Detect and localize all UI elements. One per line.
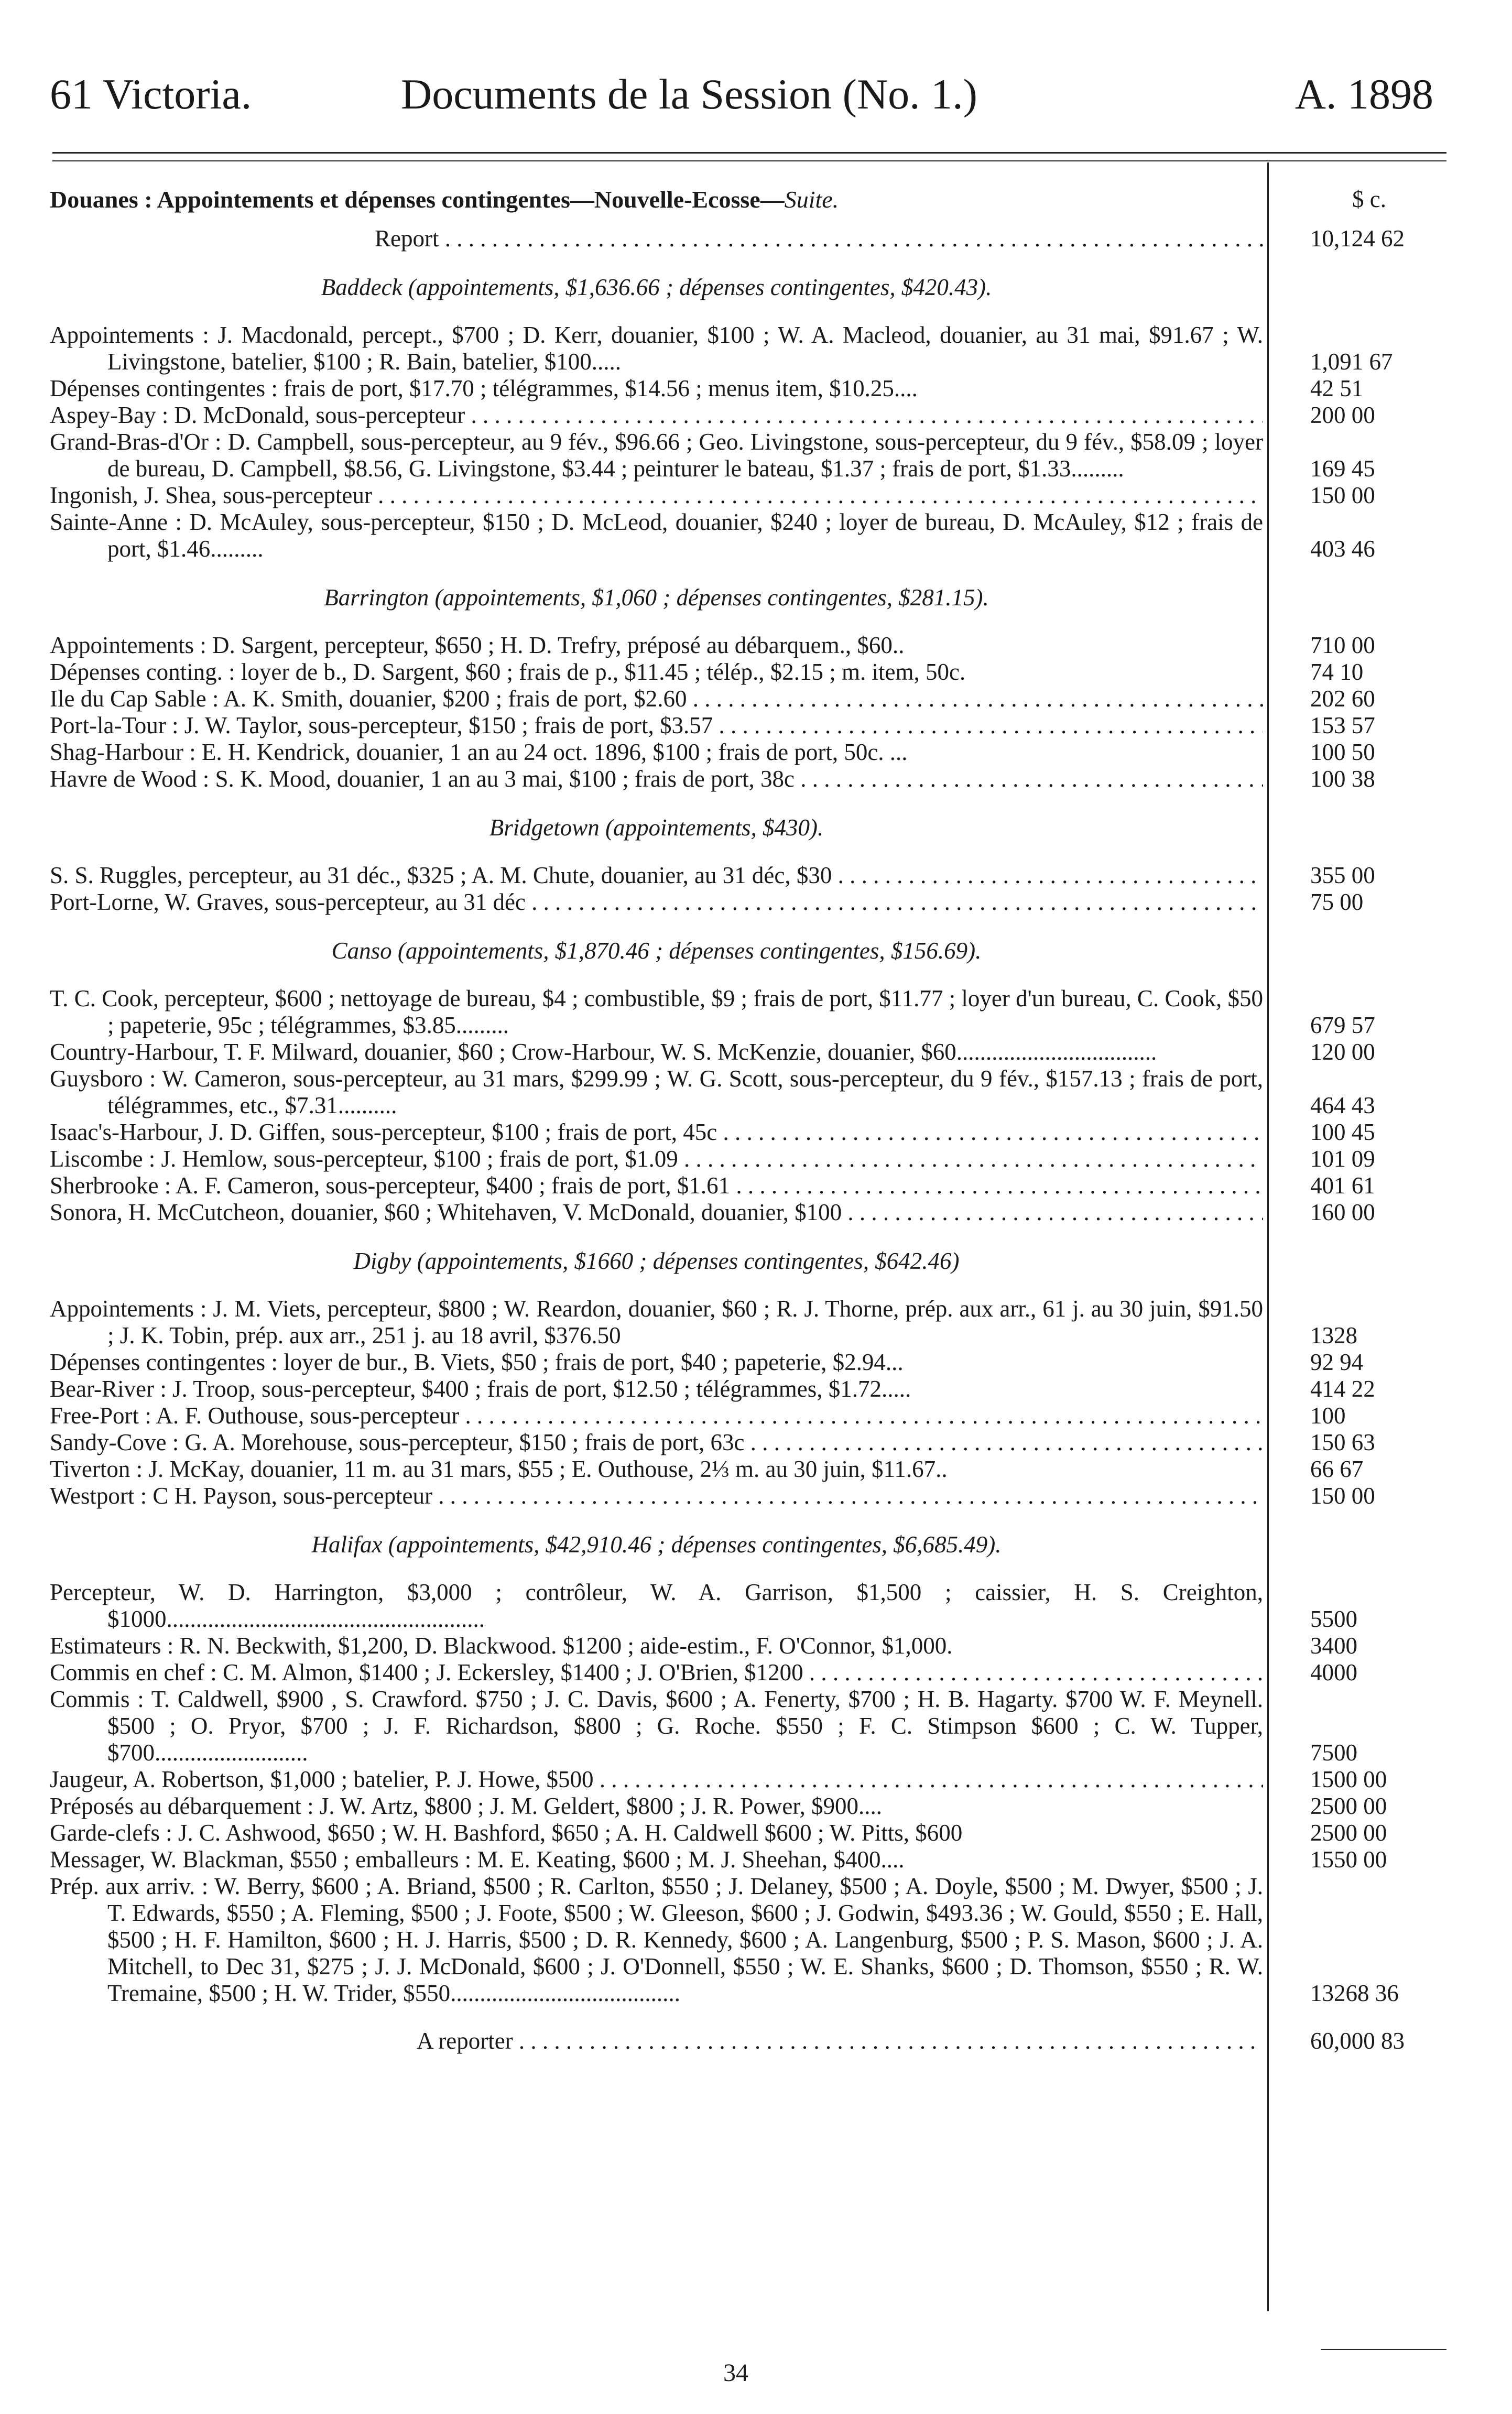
entry-text: Port-Lorne, W. Graves, sous-percepteur, au 31 déc . . . — [50, 889, 1263, 916]
entry-text: Free-Port : A. F. Outhouse, sous-percepteur . . . — [50, 1402, 1263, 1429]
entry-amount: 403 46 — [1310, 536, 1375, 562]
entry-text: Appointements : J. M. Viets, percepteur, $800 ; W. Reardon, douanier, $60 ; R. J. Thorne, prép. aux arr., 61 j. au 30 juin, $91.50 ; J. K. Tobin, prép. aux arr., 251 j. au 18 avril, $376.50 — [50, 1296, 1263, 1349]
entry-text: Country-Harbour, T. F. Milward, douanier, $60 ; Crow-Harbour, W. S. McKenzie, douanier, $60.................................. — [50, 1039, 1157, 1065]
entry-amount: 100 38 — [1310, 766, 1375, 792]
entry-text: Sandy-Cove : G. A. Morehouse, sous-percepteur, $150 ; frais de port, 63c . . . — [50, 1429, 1263, 1456]
entry-row — [50, 482, 1457, 509]
entry-text: Prép. aux arriv. : W. Berry, $600 ; A. Briand, $500 ; R. Carlton, $550 ; J. Delaney, $500 ; A. Doyle, $500 ; M. Dwyer, $500 ; J. T. Edwards, $550 ; A. Fleming, $500 ; J. Foote, $500 ; W. Gleeson, $600 ; J. Godwin, $493.36 ; W. Gould, $550 ; E. Hall, $500 ; H. F. Hamilton, $600 ; H. J. Harris, $500 ; D. R. Kennedy, $600 ; A. Langenburg, $500 ; P. S. Mason, $600 ; J. A. Mitchell, to Dec 31, $275 ; J. J. McDonald, $600 ; J. O'Donnell, $550 ; W. E. Shanks, $600 ; D. Thomson, $550 ; R. W. Tremaine, $500 ; H. W. Trider, $550....................................... — [50, 1873, 1263, 2006]
entry-text: Bear-River : J. Troop, sous-percepteur, $400 ; frais de port, $12.50 ; télégrammes, $1.72..... — [50, 1376, 911, 1402]
entry-amount: 2500 00 — [1310, 1820, 1387, 1846]
header-rule — [52, 152, 1446, 154]
entry-row — [50, 375, 1457, 402]
entry-row — [50, 766, 1457, 792]
section-title-text: Douanes : Appointements et dépenses contingentes—Nouvelle-Ecosse— — [50, 186, 785, 213]
entry-text: Commis en chef : C. M. Almon, $1400 ; J. Eckersley, $1400 ; J. O'Brien, $1200 . . . — [50, 1659, 1263, 1686]
entry-text: Havre de Wood : S. K. Mood, douanier, 1 an au 3 mai, $100 ; frais de port, 38c . . . — [50, 766, 1263, 792]
entry-row — [50, 1296, 1457, 1349]
entry-text: Dépenses contingentes : frais de port, $17.70 ; télégrammes, $14.56 ; menus item, $10.25.... — [50, 375, 918, 401]
entry-row — [50, 889, 1457, 916]
entry-text: Sonora, H. McCutcheon, douanier, $60 ; Whitehaven, V. McDonald, douanier, $100 . . . — [50, 1199, 1263, 1226]
currency-header: $ c. — [1352, 186, 1386, 212]
entry-row — [50, 659, 1457, 686]
entry-text: Shag-Harbour : E. H. Kendrick, douanier, 1 an au 24 oct. 1896, $100 ; frais de port, 50c. ... — [50, 739, 908, 765]
entry-row — [50, 1873, 1457, 2007]
group-heading: Baddeck (appointements, $1,636.66 ; dépenses contingentes, $420.43). — [321, 274, 992, 300]
entry-amount: 100 — [1310, 1402, 1346, 1429]
entry-amount: 150 00 — [1310, 482, 1375, 508]
entry-row — [50, 1349, 1457, 1376]
entry-text: Jaugeur, A. Robertson, $1,000 ; batelier, P. J. Howe, $500 . . . — [50, 1766, 1263, 1793]
entry-amount: 355 00 — [1310, 862, 1375, 888]
entry-row — [50, 1199, 1457, 1226]
entry-row — [50, 1766, 1457, 1793]
entry-row — [50, 1633, 1457, 1659]
header-document-title: Documents de la Session (No. 1.) — [401, 70, 977, 118]
group-heading: Barrington (appointements, $1,060 ; dépenses contingentes, $281.15). — [324, 584, 989, 611]
entry-row — [50, 1579, 1457, 1633]
entry-text: Commis : T. Caldwell, $900 , S. Crawford. $750 ; J. C. Davis, $600 ; A. Fenerty, $700 ; H. B. Hagarty. $700 W. F. Meynell. $500 ; O. Pryor, $700 ; J. F. Richardson, $800 ; G. Roche. $550 ; F. C. Stimpson $600 ; C. W. Tupper, $700.......................... — [50, 1686, 1263, 1766]
entry-amount: 202 60 — [1310, 686, 1375, 712]
entry-row — [50, 1846, 1457, 1873]
entry-text: Aspey-Bay : D. McDonald, sous-percepteur . . . — [50, 402, 1263, 429]
entry-amount: 1328 — [1310, 1322, 1357, 1349]
entry-text: Tiverton : J. McKay, douanier, 11 m. au 31 mars, $55 ; E. Outhouse, 2⅓ m. au 30 juin, $11.67.. — [50, 1456, 948, 1482]
subtotal-rule — [1321, 2349, 1446, 2350]
entry-row — [50, 1659, 1457, 1686]
section-title-suite: Suite. — [784, 186, 839, 213]
entry-row — [50, 1820, 1457, 1846]
entry-amount: 150 00 — [1310, 1483, 1375, 1509]
group-heading: Digby (appointements, $1660 ; dépenses contingentes, $642.46) — [353, 1248, 960, 1274]
entry-row — [50, 686, 1457, 712]
entry-text: Appointements : D. Sargent, percepteur, $650 ; H. D. Trefry, préposé au débarquem., $60.. — [50, 632, 905, 658]
entry-amount: 679 57 — [1310, 1012, 1375, 1038]
entry-row — [50, 1039, 1457, 1065]
entry-row — [50, 985, 1457, 1039]
entry-row — [50, 739, 1457, 766]
entry-amount: 92 94 — [1310, 1349, 1364, 1375]
entry-amount: 160 00 — [1310, 1199, 1375, 1225]
entry-amount: 2500 00 — [1310, 1793, 1387, 1819]
entry-text: Estimateurs : R. N. Beckwith, $1,200, D. Blackwood. $1200 ; aide-estim., F. O'Connor, $1,000. — [50, 1633, 953, 1659]
entry-amount: 1500 00 — [1310, 1766, 1387, 1792]
entry-text: Ile du Cap Sable : A. K. Smith, douanier, $200 ; frais de port, $2.60 . . . — [50, 686, 1263, 712]
entry-row — [50, 1483, 1457, 1509]
report-label: Report . . . — [50, 225, 1263, 252]
entry-row — [50, 1456, 1457, 1483]
group-heading: Canso (appointements, $1,870.46 ; dépenses contingentes, $156.69). — [331, 938, 982, 964]
entry-text: Dépenses contingentes : loyer de bur., B. Viets, $50 ; frais de port, $40 ; papeterie, $2.94... — [50, 1349, 904, 1375]
entry-amount: 100 50 — [1310, 739, 1375, 765]
entry-text: Garde-clefs : J. C. Ashwood, $650 ; W. H. Bashford, $650 ; A. H. Caldwell $600 ; W. Pitts, $600 — [50, 1820, 963, 1846]
entry-text: Messager, W. Blackman, $550 ; emballeurs : M. E. Keating, $600 ; M. J. Sheehan, $400.... — [50, 1846, 905, 1873]
entry-amount: 5500 — [1310, 1606, 1357, 1632]
entry-amount: 464 43 — [1310, 1092, 1375, 1118]
entry-row — [50, 429, 1457, 482]
entry-row — [50, 1065, 1457, 1119]
entry-amount: 710 00 — [1310, 632, 1375, 658]
entry-amount: 153 57 — [1310, 712, 1375, 738]
entry-text: Grand-Bras-d'Or : D. Campbell, sous-percepteur, au 9 fév., $96.66 ; Geo. Livingstone, sous-percepteur, du 9 fév., $58.09 ; loyer de bureau, D. Campbell, $8.56, G. Livingstone, $3.44 ; peinturer le bateau, $1.37 ; frais de port, $1.33......... — [50, 429, 1263, 482]
entry-amount: 100 45 — [1310, 1119, 1375, 1145]
carry-amount: 60,000 83 — [1310, 2028, 1405, 2054]
entry-amount: 74 10 — [1310, 659, 1364, 685]
header-year: A. 1898 — [1295, 70, 1433, 118]
entry-amount: 13268 36 — [1310, 1980, 1399, 2006]
entry-amount: 401 61 — [1310, 1172, 1375, 1199]
entry-row — [50, 402, 1457, 429]
entry-amount: 3400 — [1310, 1633, 1357, 1659]
entry-row — [50, 509, 1457, 562]
entry-amount: 4000 — [1310, 1659, 1357, 1686]
entry-amount: 169 45 — [1310, 455, 1375, 482]
entry-amount: 1550 00 — [1310, 1846, 1387, 1873]
entry-amount: 414 22 — [1310, 1376, 1375, 1402]
entry-text: Appointements : J. Macdonald, percept., $700 ; D. Kerr, douanier, $100 ; W. A. Macleod, douanier, au 31 mai, $91.67 ; W. Livingstone, batelier, $100 ; R. Bain, batelier, $100..... — [50, 322, 1263, 375]
report-row — [50, 225, 1457, 252]
entry-text: Sherbrooke : A. F. Cameron, sous-percepteur, $400 ; frais de port, $1.61 . . . — [50, 1172, 1263, 1199]
carry-row — [50, 2028, 1457, 2054]
header-rule-second — [52, 160, 1446, 161]
entry-text: Percepteur, W. D. Harrington, $3,000 ; contrôleur, W. A. Garrison, $1,500 ; caissier, H. S. Creighton, $1000...................................................... — [50, 1579, 1263, 1632]
page-header — [50, 66, 1433, 123]
entry-text: S. S. Ruggles, percepteur, au 31 déc., $325 ; A. M. Chute, douanier, au 31 déc, $30 . . . — [50, 862, 1263, 889]
entry-text: T. C. Cook, percepteur, $600 ; nettoyage de bureau, $4 ; combustible, $9 ; frais de port, $11.77 ; loyer d'un bureau, C. Cook, $50 ; papeterie, 95c ; télégrammes, $3.85......... — [50, 985, 1263, 1038]
group-heading: Halifax (appointements, $42,910.46 ; dépenses contingentes, $6,685.49). — [311, 1531, 1002, 1558]
entry-row — [50, 322, 1457, 375]
entry-row — [50, 1146, 1457, 1172]
entry-row — [50, 1119, 1457, 1146]
entry-row — [50, 712, 1457, 739]
entry-text: Guysboro : W. Cameron, sous-percepteur, au 31 mars, $299.99 ; W. G. Scott, sous-percepteur, du 9 fév., $157.13 ; frais de port, télégrammes, etc., $7.31.......... — [50, 1065, 1263, 1118]
section-title — [50, 186, 1263, 213]
entry-text: Liscombe : J. Hemlow, sous-percepteur, $100 ; frais de port, $1.09 . . . — [50, 1146, 1263, 1172]
entry-amount: 120 00 — [1310, 1039, 1375, 1065]
entry-row — [50, 1429, 1457, 1456]
carry-label: A reporter . . . — [50, 2028, 1263, 2054]
entry-row — [50, 1793, 1457, 1820]
report-amount: 10,124 62 — [1310, 225, 1405, 252]
entry-row — [50, 862, 1457, 889]
entry-row — [50, 1686, 1457, 1766]
entry-row — [50, 1172, 1457, 1199]
entry-text: Westport : C H. Payson, sous-percepteur . . . — [50, 1483, 1263, 1509]
page-content — [50, 186, 1457, 2054]
groups-container — [50, 274, 1457, 2007]
header-session-year: 61 Victoria. — [50, 70, 252, 118]
entry-amount: 7500 — [1310, 1739, 1357, 1766]
entry-row — [50, 1402, 1457, 1429]
entry-text: Isaac's-Harbour, J. D. Giffen, sous-percepteur, $100 ; frais de port, 45c . . . — [50, 1119, 1263, 1146]
entry-text: Port-la-Tour : J. W. Taylor, sous-percepteur, $150 ; frais de port, $3.57 . . . — [50, 712, 1263, 739]
entry-amount: 75 00 — [1310, 889, 1364, 915]
entry-text: Dépenses conting. : loyer de b., D. Sargent, $60 ; frais de p., $11.45 ; télép., $2.15 ; m. item, 50c. — [50, 659, 966, 685]
entry-amount: 200 00 — [1310, 402, 1375, 428]
page-number: 34 — [723, 2359, 748, 2387]
entry-amount: 101 09 — [1310, 1146, 1375, 1172]
entry-text: Préposés au débarquement : J. W. Artz, $800 ; J. M. Geldert, $800 ; J. R. Power, $900.... — [50, 1793, 883, 1819]
entry-text: Sainte-Anne : D. McAuley, sous-percepteur, $150 ; D. McLeod, douanier, $240 ; loyer de bureau, D. McAuley, $12 ; frais de port, $1.46......... — [50, 509, 1263, 562]
section-heading-row — [50, 186, 1457, 213]
entry-text: Ingonish, J. Shea, sous-percepteur . . . — [50, 482, 1263, 509]
entry-amount: 42 51 — [1310, 375, 1364, 401]
entry-row — [50, 632, 1457, 659]
entry-amount: 150 63 — [1310, 1429, 1375, 1455]
entry-amount: 1,091 67 — [1310, 349, 1393, 375]
entry-row — [50, 1376, 1457, 1402]
entry-amount: 66 67 — [1310, 1456, 1364, 1482]
group-heading: Bridgetown (appointements, $430). — [489, 814, 824, 841]
